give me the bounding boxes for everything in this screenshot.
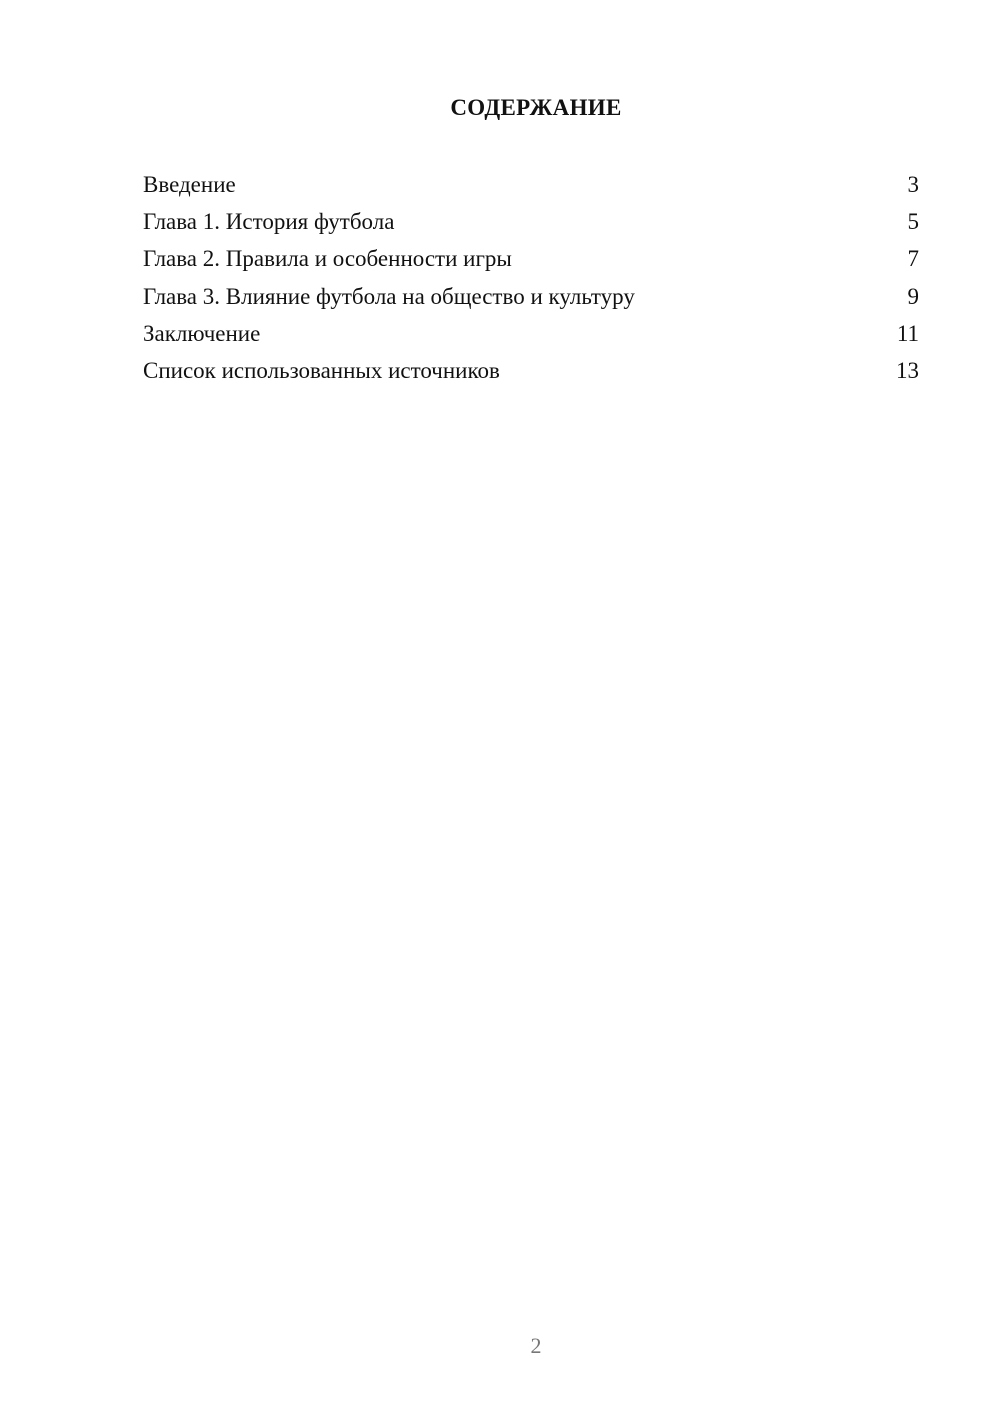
toc-entry-references — [143, 354, 919, 391]
toc-entry-chapter-1 — [143, 205, 919, 242]
toc-entry-page: 11 — [896, 320, 919, 346]
toc-entry-label: Глава 1. История футбола — [143, 209, 395, 235]
toc-entry-page: 5 — [907, 209, 919, 235]
page-number: 2 — [530, 1333, 542, 1358]
toc-entry-label: Заключение — [143, 320, 261, 346]
toc-entry-chapter-3 — [143, 280, 919, 317]
toc-entry-label: Введение — [143, 172, 236, 197]
toc-entry-page: 9 — [907, 283, 919, 309]
toc-entry-introduction — [143, 168, 919, 205]
page-title: СОДЕРЖАНИЕ — [450, 95, 622, 120]
toc-entry-page: 13 — [896, 357, 919, 383]
toc-entry-chapter-2 — [143, 242, 919, 279]
toc-entry-label: Глава 3. Влияние футбола на общество и культуру — [143, 283, 635, 309]
toc-entry-label: Глава 2. Правила и особенности игры — [143, 246, 512, 272]
toc-entry-page: 3 — [907, 172, 919, 197]
toc-entry-page: 7 — [907, 246, 919, 272]
toc-entry-label: Список использованных источников — [143, 357, 500, 383]
table-of-contents — [143, 168, 919, 391]
toc-entry-conclusion — [143, 317, 919, 354]
